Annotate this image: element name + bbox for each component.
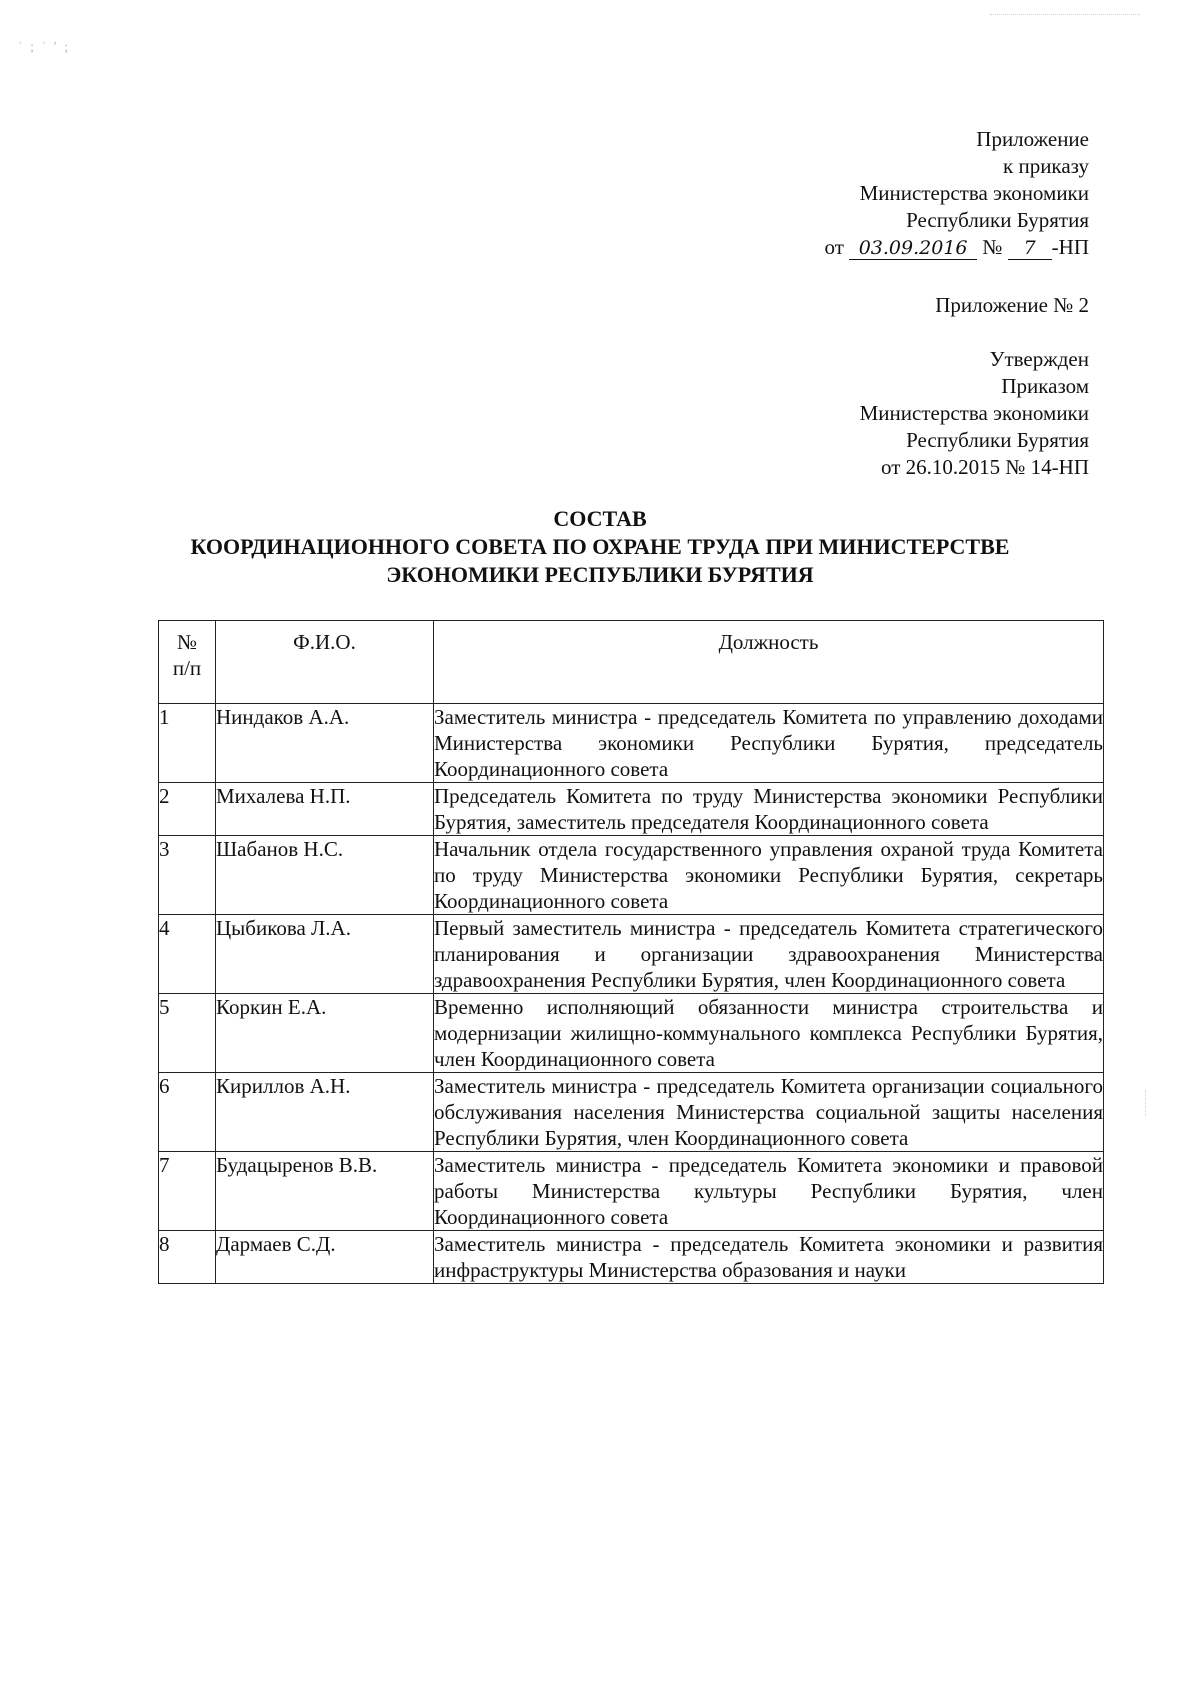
header-line: Приложение № 2	[935, 293, 1089, 317]
table-row	[159, 704, 1104, 783]
title-line: ЭКОНОМИКИ РЕСПУБЛИКИ БУРЯТИЯ	[386, 562, 814, 587]
header-line: Приказом	[1001, 374, 1089, 398]
title-line: СОСТАВ	[553, 506, 647, 531]
from-prefix: от	[824, 235, 844, 259]
row-fio: Дармаев С.Д.	[216, 1231, 434, 1284]
row-number: 5	[159, 994, 216, 1073]
number-suffix: -НП	[1051, 235, 1089, 259]
attachment-number	[935, 292, 1089, 319]
table-row	[159, 1231, 1104, 1284]
title-line: КООРДИНАЦИОННОГО СОВЕТА ПО ОХРАНЕ ТРУДА ПРИ МИНИСТЕРСТВЕ	[190, 534, 1010, 559]
row-number: 4	[159, 915, 216, 994]
row-position: Заместитель министра - председатель Комитета экономики и развития инфраструктуры Министерства образования и науки	[434, 1232, 1103, 1282]
table-row	[159, 836, 1104, 915]
header-line: Министерства экономики	[859, 401, 1089, 425]
header-line: к приказу	[1003, 154, 1089, 178]
header-num	[159, 621, 216, 704]
header-fio: Ф.И.О.	[216, 621, 434, 704]
number-sign: №	[982, 235, 1003, 259]
row-number: 7	[159, 1152, 216, 1231]
header-line: Республики Бурятия	[906, 428, 1089, 452]
table-header-row	[159, 621, 1104, 704]
row-number: 6	[159, 1073, 216, 1152]
header-line: Республики Бурятия	[906, 208, 1089, 232]
order-attachment-header	[824, 126, 1089, 261]
row-position: Заместитель министра - председатель Комитета по управлению доходами Министерства экономики Республики Бурятия, председатель Координационного совета	[434, 705, 1103, 781]
header-line: от 26.10.2015 № 14-НП	[880, 455, 1089, 479]
approval-header	[860, 346, 1089, 481]
row-number: 8	[159, 1231, 216, 1284]
row-position: Заместитель министра - председатель Комитета организации социального обслуживания населения Министерства социальной защиты населения Республики Бурятия, член Координационного совета	[434, 1074, 1103, 1150]
header-line: Министерства экономики	[859, 181, 1089, 205]
handwritten-date: 03.09.2016	[849, 237, 977, 260]
header-line: Утвержден	[989, 347, 1089, 371]
row-fio: Шабанов Н.С.	[216, 836, 434, 915]
row-position: Временно исполняющий обязанности министра строительства и модернизации жилищно-коммунального комплекса Республики Бурятия, член Координационного совета	[434, 995, 1103, 1071]
members-table	[158, 620, 1104, 1284]
table-row	[159, 994, 1104, 1073]
row-fio: Михалева Н.П.	[216, 783, 434, 836]
scan-artifact	[1145, 1090, 1152, 1116]
scan-artifact	[990, 14, 1140, 15]
row-position: Первый заместитель министра - председатель Комитета стратегического планирования и организации здравоохранения Министерства здравоохранения Республики Бурятия, член Координационного совета	[434, 916, 1103, 992]
header-line: Приложение	[976, 127, 1089, 151]
row-fio: Цыбикова Л.А.	[216, 915, 434, 994]
row-number: 1	[159, 704, 216, 783]
row-position: Заместитель министра - председатель Комитета экономики и правовой работы Министерства культуры Республики Бурятия, член Координационного совета	[434, 1153, 1103, 1229]
table-row	[159, 915, 1104, 994]
row-fio: Ниндаков А.А.	[216, 704, 434, 783]
row-position: Начальник отдела государственного управления охраной труда Комитета по труду Министерства экономики Республики Бурятия, секретарь Координационного совета	[434, 837, 1103, 913]
scan-artifact: ˙ ; ˙ ′ ;	[18, 40, 71, 55]
row-fio: Коркин Е.А.	[216, 994, 434, 1073]
order-date-number-line	[824, 234, 1089, 261]
header-num-line: №	[176, 630, 198, 654]
header-num-line: п/п	[172, 656, 202, 680]
row-number: 2	[159, 783, 216, 836]
header-position: Должность	[434, 621, 1104, 704]
table-row	[159, 783, 1104, 836]
table-row	[159, 1152, 1104, 1231]
handwritten-number: 7	[1008, 237, 1052, 260]
row-fio: Будацыренов В.В.	[216, 1152, 434, 1231]
document-title	[0, 505, 1200, 589]
table-row	[159, 1073, 1104, 1152]
row-number: 3	[159, 836, 216, 915]
row-fio: Кириллов А.Н.	[216, 1073, 434, 1152]
row-position: Председатель Комитета по труду Министерства экономики Республики Бурятия, заместитель председателя Координационного совета	[434, 784, 1103, 834]
